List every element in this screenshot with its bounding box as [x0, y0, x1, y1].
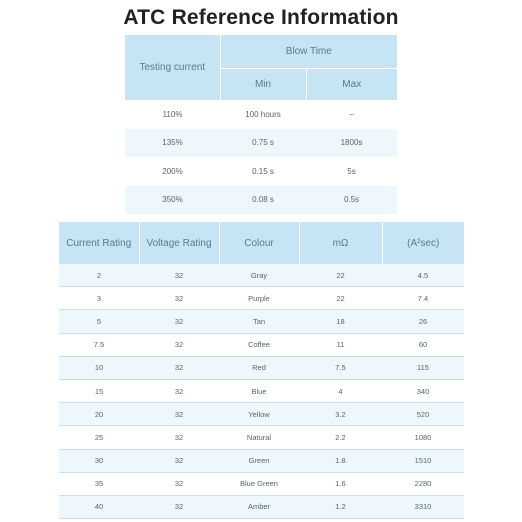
voltage-rating-cell: 32	[139, 379, 219, 402]
colour-cell: Green	[219, 449, 299, 472]
colour-cell: Gray	[219, 264, 299, 287]
colour-cell: Natural	[219, 426, 299, 449]
colour-cell: Amber	[219, 495, 299, 518]
resistance-cell: 3.2	[299, 403, 382, 426]
i2t-cell: 7.4	[382, 287, 464, 310]
colour-cell: Purple	[219, 287, 299, 310]
blow-time-table	[125, 35, 397, 214]
current-rating-cell: 10	[59, 356, 139, 379]
colour-cell: Coffee	[219, 333, 299, 356]
table-row	[59, 403, 464, 426]
min-cell: 100 hours	[220, 100, 306, 129]
max-cell: –	[306, 100, 397, 129]
resistance-cell: 1.6	[299, 472, 382, 495]
resistance-cell: 22	[299, 264, 382, 287]
colour-cell: Blue Green	[219, 472, 299, 495]
i2t-cell: 340	[382, 379, 464, 402]
table-row	[59, 472, 464, 495]
colour-cell: Blue	[219, 379, 299, 402]
max-cell: 1800s	[306, 129, 397, 158]
testing-current-cell: 350%	[125, 186, 220, 215]
current-rating-cell: 7.5	[59, 333, 139, 356]
colour-cell: Tan	[219, 310, 299, 333]
voltage-rating-cell: 32	[139, 264, 219, 287]
header-testing-current: Testing current	[125, 35, 220, 100]
resistance-cell: 22	[299, 287, 382, 310]
page-title: ATC Reference Information	[123, 6, 399, 29]
resistance-cell: 7.5	[299, 356, 382, 379]
voltage-rating-cell: 32	[139, 472, 219, 495]
min-cell: 0.08 s	[220, 186, 306, 215]
table-row	[125, 157, 397, 186]
voltage-rating-cell: 32	[139, 356, 219, 379]
voltage-rating-cell: 32	[139, 310, 219, 333]
resistance-cell: 2.2	[299, 426, 382, 449]
i2t-cell: 1510	[382, 449, 464, 472]
table-row	[59, 449, 464, 472]
voltage-rating-cell: 32	[139, 333, 219, 356]
i2t-cell: 3310	[382, 495, 464, 518]
header-voltage-rating: Voltage Rating	[139, 222, 219, 264]
header-blow-time: Blow Time	[220, 35, 397, 69]
header-resistance: mΩ	[299, 222, 382, 264]
i2t-cell: 520	[382, 403, 464, 426]
table-row	[59, 287, 464, 310]
resistance-cell: 1.8	[299, 449, 382, 472]
i2t-cell: 115	[382, 356, 464, 379]
i2t-cell: 26	[382, 310, 464, 333]
current-rating-cell: 2	[59, 264, 139, 287]
colour-cell: Red	[219, 356, 299, 379]
table-row	[59, 426, 464, 449]
table-row	[59, 379, 464, 402]
i2t-cell: 4.5	[382, 264, 464, 287]
current-rating-cell: 3	[59, 287, 139, 310]
i2t-cell: 1080	[382, 426, 464, 449]
voltage-rating-cell: 32	[139, 287, 219, 310]
testing-current-cell: 135%	[125, 129, 220, 158]
current-rating-cell: 35	[59, 472, 139, 495]
table-row	[59, 264, 464, 287]
voltage-rating-cell: 32	[139, 426, 219, 449]
voltage-rating-cell: 32	[139, 449, 219, 472]
voltage-rating-cell: 32	[139, 495, 219, 518]
resistance-cell: 18	[299, 310, 382, 333]
current-rating-cell: 25	[59, 426, 139, 449]
table-row	[125, 186, 397, 215]
table-row	[59, 333, 464, 356]
i2t-cell: 2280	[382, 472, 464, 495]
header-min: Min	[220, 69, 306, 101]
min-cell: 0.75 s	[220, 129, 306, 158]
current-rating-cell: 15	[59, 379, 139, 402]
resistance-cell: 4	[299, 379, 382, 402]
testing-current-cell: 110%	[125, 100, 220, 129]
table-row	[125, 129, 397, 158]
table-row	[59, 310, 464, 333]
header-i2t: (A²sec)	[382, 222, 464, 264]
min-cell: 0.15 s	[220, 157, 306, 186]
rating-table	[59, 222, 464, 519]
colour-cell: Yellow	[219, 403, 299, 426]
table-row	[59, 495, 464, 518]
table-row	[59, 356, 464, 379]
testing-current-cell: 200%	[125, 157, 220, 186]
table-row	[125, 100, 397, 129]
resistance-cell: 11	[299, 333, 382, 356]
current-rating-cell: 40	[59, 495, 139, 518]
current-rating-cell: 5	[59, 310, 139, 333]
resistance-cell: 1.2	[299, 495, 382, 518]
max-cell: 5s	[306, 157, 397, 186]
current-rating-cell: 30	[59, 449, 139, 472]
header-max: Max	[306, 69, 397, 101]
header-colour: Colour	[219, 222, 299, 264]
current-rating-cell: 20	[59, 403, 139, 426]
max-cell: 0.5s	[306, 186, 397, 215]
i2t-cell: 60	[382, 333, 464, 356]
voltage-rating-cell: 32	[139, 403, 219, 426]
header-current-rating: Current Rating	[59, 222, 139, 264]
